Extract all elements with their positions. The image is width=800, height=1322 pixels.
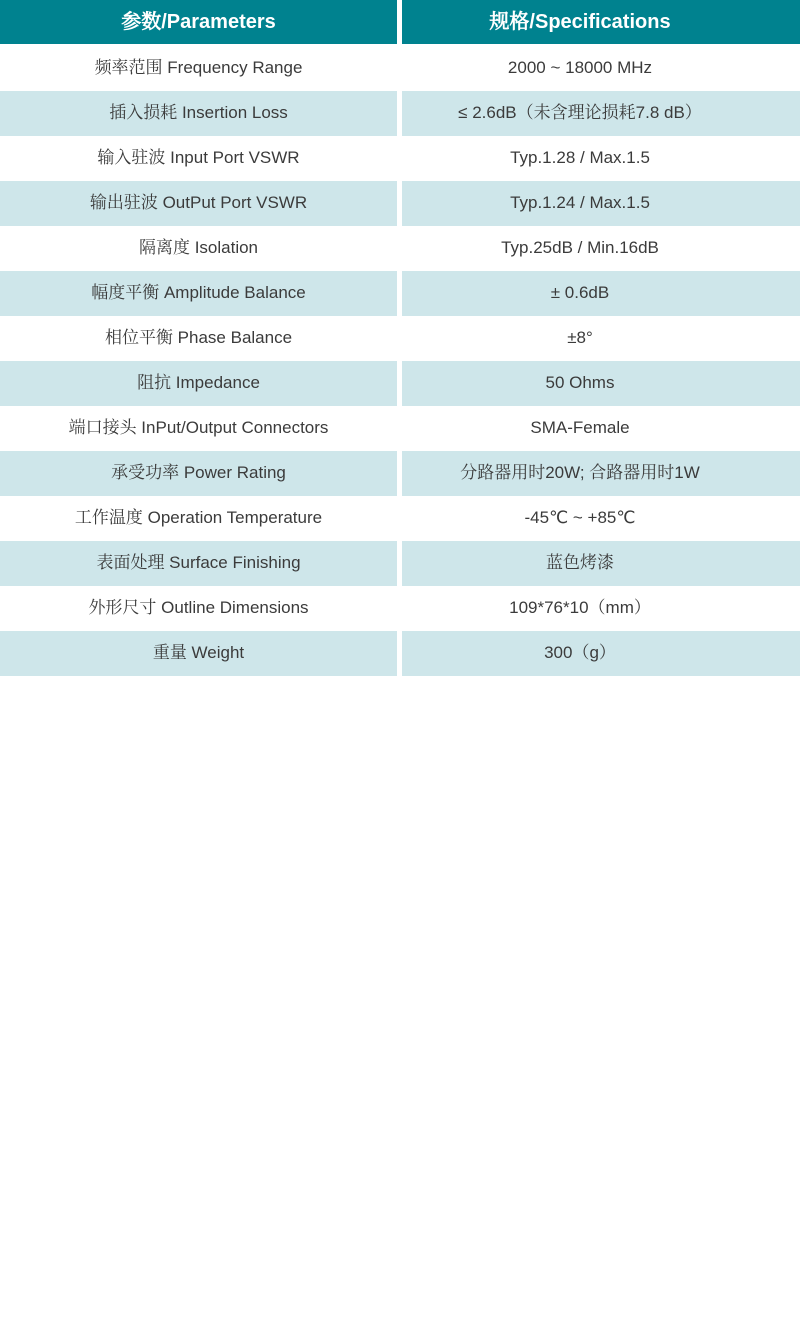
blank-area bbox=[0, 676, 800, 1316]
spec-cell: 109*76*10（mm） bbox=[402, 586, 800, 631]
table-row bbox=[0, 181, 800, 226]
param-cell: 端口接头 InPut/Output Connectors bbox=[0, 406, 397, 451]
table-row bbox=[0, 271, 800, 316]
param-cell: 插入损耗 Insertion Loss bbox=[0, 91, 397, 136]
param-cell: 承受功率 Power Rating bbox=[0, 451, 397, 496]
table-row bbox=[0, 496, 800, 541]
spec-cell: 分路器用时20W; 合路器用时1W bbox=[402, 451, 800, 496]
table-row bbox=[0, 91, 800, 136]
table-row bbox=[0, 316, 800, 361]
table-row bbox=[0, 361, 800, 406]
header-specifications-cell: 规格/Specifications bbox=[402, 0, 800, 44]
table-row bbox=[0, 226, 800, 271]
table-row bbox=[0, 136, 800, 181]
param-cell: 相位平衡 Phase Balance bbox=[0, 316, 397, 361]
spec-cell: Typ.1.28 / Max.1.5 bbox=[402, 136, 800, 181]
spec-cell: -45℃ ~ +85℃ bbox=[402, 496, 800, 541]
param-cell: 隔离度 Isolation bbox=[0, 226, 397, 271]
spec-cell: ≤ 2.6dB（未含理论损耗7.8 dB） bbox=[402, 91, 800, 136]
table-row bbox=[0, 46, 800, 91]
param-cell: 输入驻波 Input Port VSWR bbox=[0, 136, 397, 181]
spec-cell: 50 Ohms bbox=[402, 361, 800, 406]
table-row bbox=[0, 586, 800, 631]
spec-cell: Typ.25dB / Min.16dB bbox=[402, 226, 800, 271]
table-row bbox=[0, 631, 800, 676]
table-body bbox=[0, 46, 800, 676]
param-cell: 重量 Weight bbox=[0, 631, 397, 676]
param-cell: 幅度平衡 Amplitude Balance bbox=[0, 271, 397, 316]
param-cell: 阻抗 Impedance bbox=[0, 361, 397, 406]
table-header-row bbox=[0, 0, 800, 44]
spec-cell: Typ.1.24 / Max.1.5 bbox=[402, 181, 800, 226]
param-cell: 外形尺寸 Outline Dimensions bbox=[0, 586, 397, 631]
spec-cell: ±8° bbox=[402, 316, 800, 361]
spec-cell: SMA-Female bbox=[402, 406, 800, 451]
spec-cell: 300（g） bbox=[402, 631, 800, 676]
table-row bbox=[0, 406, 800, 451]
table-row bbox=[0, 541, 800, 586]
param-cell: 工作温度 Operation Temperature bbox=[0, 496, 397, 541]
table-row bbox=[0, 451, 800, 496]
param-cell: 表面处理 Surface Finishing bbox=[0, 541, 397, 586]
param-cell: 输出驻波 OutPut Port VSWR bbox=[0, 181, 397, 226]
param-cell: 频率范围 Frequency Range bbox=[0, 46, 397, 91]
header-parameters-cell: 参数/Parameters bbox=[0, 0, 397, 44]
spec-cell: ± 0.6dB bbox=[402, 271, 800, 316]
spec-cell: 蓝色烤漆 bbox=[402, 541, 800, 586]
spec-cell: 2000 ~ 18000 MHz bbox=[402, 46, 800, 91]
